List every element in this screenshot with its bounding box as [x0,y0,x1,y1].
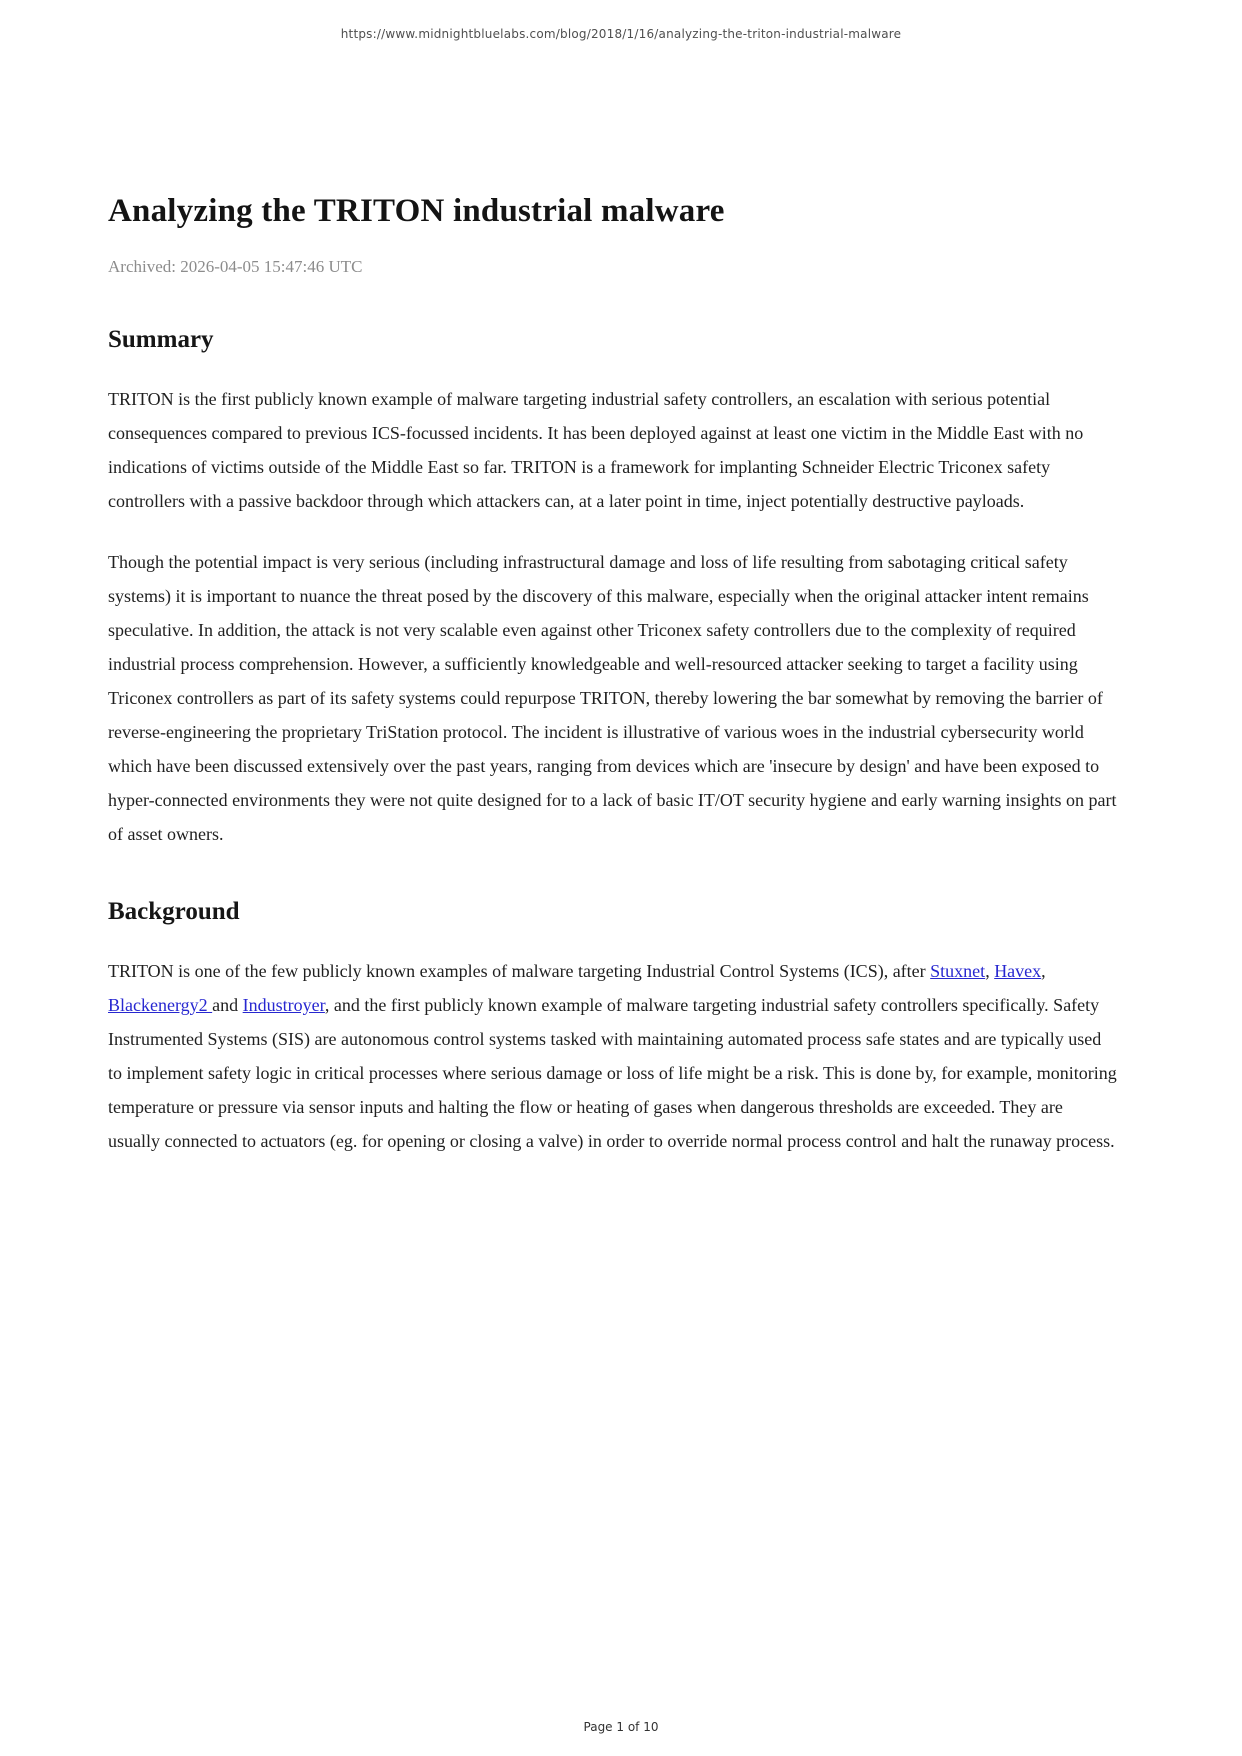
summary-paragraph-1: TRITON is the first publicly known example of malware targeting industrial safety controllers, an escalation with serious potential consequences compared to previous ICS-focussed incidents. It has been deployed against at least one victim in the Middle East with no indications of victims outside of the Middle East so far. TRITON is a framework for implanting Schneider Electric Triconex safety controllers with a passive backdoor through which attackers can, at a later point in time, inject potentially destructive payloads. [108,389,1084,511]
page-title: Analyzing the TRITON industrial malware [108,193,725,229]
page-number-footer: Page 1 of 10 [583,1720,659,1734]
link-blackenergy2[interactable]: Blackenergy2 [108,995,213,1015]
background-text-and: and [212,995,243,1015]
background-text-sep2: , [1041,961,1046,981]
section-heading-background: Background [108,898,240,925]
background-paragraph-1 [108,954,1118,1158]
background-text-sep1: , [985,961,995,981]
link-industroyer[interactable]: Industroyer [242,995,325,1015]
background-text-rest: , and the first publicly known example of malware targeting industrial safety controllers specifically. Safety Instrumented Systems (SIS) are autonomous control systems tasked with maintaining automated process safe states and are typically used to implement safety logic in critical processes where serious damage or loss of life might be a risk. This is done by, for example, monitoring temperature or pressure via sensor inputs and halting the flow or heating of gases when dangerous thresholds are exceeded. They are usually connected to actuators (eg. for opening or closing a valve) in order to override normal process control and halt the runaway process. [108,995,1117,1151]
link-stuxnet[interactable]: Stuxnet [930,961,986,981]
section-heading-summary: Summary [108,326,214,353]
summary-paragraph-2: Though the potential impact is very serious (including infrastructural damage and loss of life resulting from sabotaging critical safety systems) it is important to nuance the threat posed by the discovery of this malware, especially when the original attacker intent remains speculative. In addition, the attack is not very scalable even against other Triconex safety controllers due to the complexity of required industrial process comprehension. However, a sufficiently knowledgeable and well-resourced attacker seeking to target a facility using Triconex controllers as part of its safety systems could repurpose TRITON, thereby lowering the bar somewhat by removing the barrier of reverse-engineering the proprietary TriStation protocol. The incident is illustrative of various woes in the industrial cybersecurity world which have been discussed extensively over the past years, ranging from devices which are 'insecure by design' and have been exposed to hyper-connected environments they were not quite designed for to a lack of basic IT/OT security hygiene and early warning insights on part of asset owners. [108,552,1117,844]
link-havex[interactable]: Havex [994,961,1042,981]
archive-url-header: https://www.midnightbluelabs.com/blog/2018/1/16/analyzing-the-triton-industrial-malware [340,27,902,41]
document-body [108,0,1118,1158]
archived-timestamp: Archived: 2026-04-05 15:47:46 UTC [108,257,363,276]
background-text-intro: TRITON is one of the few publicly known examples of malware targeting Industrial Control Systems (ICS), after [108,961,931,981]
